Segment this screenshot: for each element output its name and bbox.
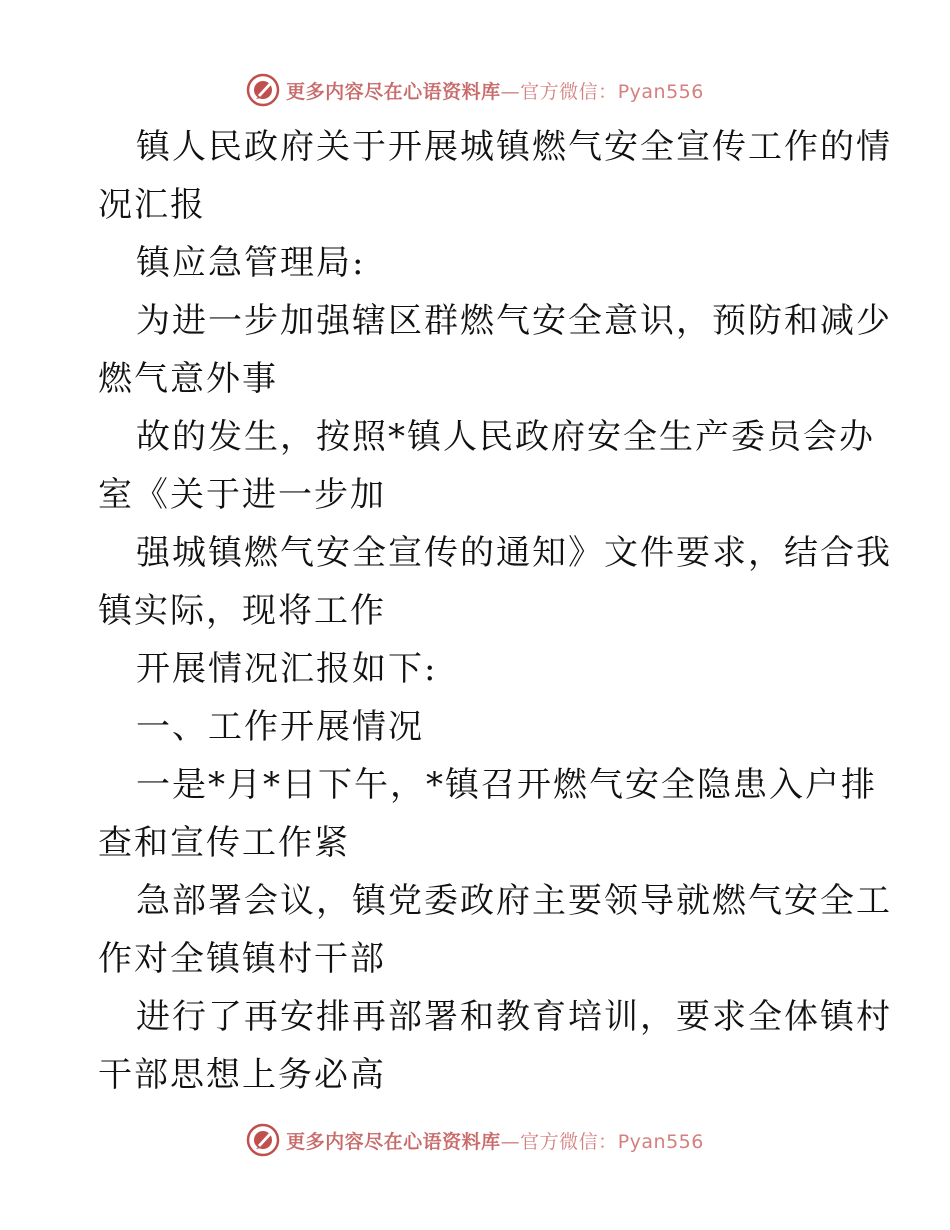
document-line: 作对全镇镇村干部 — [98, 939, 386, 979]
document-line: 进行了再安排再部署和教育培训，要求全体镇村 — [136, 997, 892, 1037]
document-line: 急部署会议，镇党委政府主要领导就燃气安全工 — [136, 881, 892, 921]
footer-brand-text: 更多内容尽在心语资料库 — [286, 1130, 501, 1153]
header-official-label: 官方微信： — [520, 80, 618, 103]
document-line: 为进一步加强辖区群燃气安全意识，预防和减少 — [136, 301, 892, 341]
footer-banner-text — [286, 1127, 704, 1154]
footer-watermark-banner — [0, 1120, 950, 1160]
footer-separator: — — [500, 1130, 521, 1153]
document-line: 故的发生，按照*镇人民政府安全生产委员会办 — [136, 417, 875, 457]
document-line: 强城镇燃气安全宣传的通知》文件要求，结合我 — [136, 533, 892, 573]
document-line: 况汇报 — [98, 185, 206, 225]
document-line: 燃气意外事 — [98, 359, 278, 399]
document-line: 镇实际，现将工作 — [98, 591, 386, 631]
footer-official-label: 官方微信： — [520, 1130, 618, 1153]
document-line: 干部思想上务必高 — [98, 1055, 386, 1095]
header-separator: — — [500, 80, 521, 103]
document-body — [98, 118, 892, 1104]
document-line: 一是*月*日下午，*镇召开燃气安全隐患入户排 — [136, 765, 877, 805]
header-brand-text: 更多内容尽在心语资料库 — [286, 80, 501, 103]
document-line: 查和宣传工作紧 — [98, 823, 350, 863]
document-line: 镇人民政府关于开展城镇燃气安全宣传工作的情 — [136, 127, 892, 167]
document-line: 开展情况汇报如下: — [136, 649, 438, 689]
brand-logo-icon — [246, 1123, 280, 1157]
footer-wechat-id: Pyan556 — [617, 1130, 704, 1153]
header-watermark-banner — [0, 70, 950, 110]
brand-logo-icon — [246, 73, 280, 107]
header-wechat-id: Pyan556 — [617, 80, 704, 103]
section-heading: 一、工作开展情况 — [136, 707, 424, 747]
document-line: 镇应急管理局: — [136, 243, 366, 283]
document-line: 室《关于进一步加 — [98, 475, 386, 515]
header-banner-text — [286, 77, 704, 104]
